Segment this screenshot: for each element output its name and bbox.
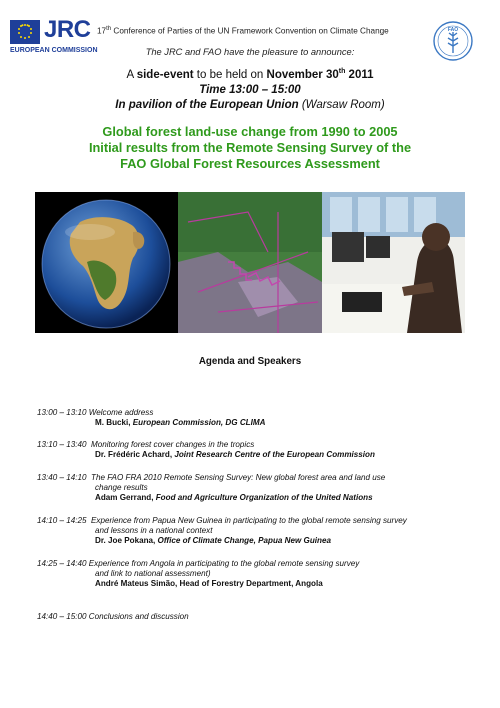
conference-line: 17th Conference of Parties of the UN Framework Convention on Climate Change: [97, 26, 389, 36]
office-photo: [322, 192, 465, 333]
svg-text:FAO: FAO: [447, 27, 459, 33]
agenda-heading: Agenda and Speakers: [198, 356, 302, 367]
title-line-1: Global forest land-use change from 1990 to 2005: [102, 124, 398, 139]
event-place: In pavilion of the European Union (Warsaw Room): [115, 99, 385, 111]
jrc-logo-text: JRC: [44, 16, 91, 43]
announcement: The JRC and FAO have the pleasure to announce:: [145, 47, 355, 57]
globe-photo: [35, 192, 178, 333]
photo-strip: [35, 192, 465, 333]
satellite-photo: [178, 192, 322, 333]
agenda-item: 13:10 – 13:40 Monitoring forest cover changes in the tropics Dr. Frédéric Achard, Joint Research Centre of the European Commission: [37, 440, 375, 459]
agenda-item: 14:10 – 14:25 Experience from Papua New Guinea in participating to the global remote sensing survey and lessons in a national context Dr. Joe Pokana, Office of Climate Change, Papua New Guinea: [37, 516, 407, 545]
jrc-logo-subtitle: EUROPEAN COMMISSION: [10, 47, 98, 54]
agenda-item: 14:25 – 14:40 Experience from Angola in participating to the global remote sensing survey and link to national assessment) André Mateus Simão, Head of Forestry Department, Angola: [37, 559, 360, 588]
eu-flag-icon: [10, 20, 40, 44]
agenda-item: 13:00 – 13:10 Welcome address M. Bucki, European Commission, DG CLIMA: [37, 408, 266, 427]
agenda-item: 13:40 – 14:10 The FAO FRA 2010 Remote Sensing Survey: New global forest area and land use change results Adam Gerrand, Food and Agriculture Organization of the United Nations: [37, 473, 386, 502]
event-time: Time 13:00 – 15:00: [199, 84, 301, 96]
title-line-3: FAO Global Forest Resources Assessment: [120, 156, 380, 171]
title-line-2: Initial results from the Remote Sensing Survey of the: [88, 140, 412, 155]
agenda-item: 14:40 – 15:00 Conclusions and discussion: [37, 612, 189, 621]
event-date-line: A side-event to be held on November 30th 2011: [126, 68, 374, 81]
